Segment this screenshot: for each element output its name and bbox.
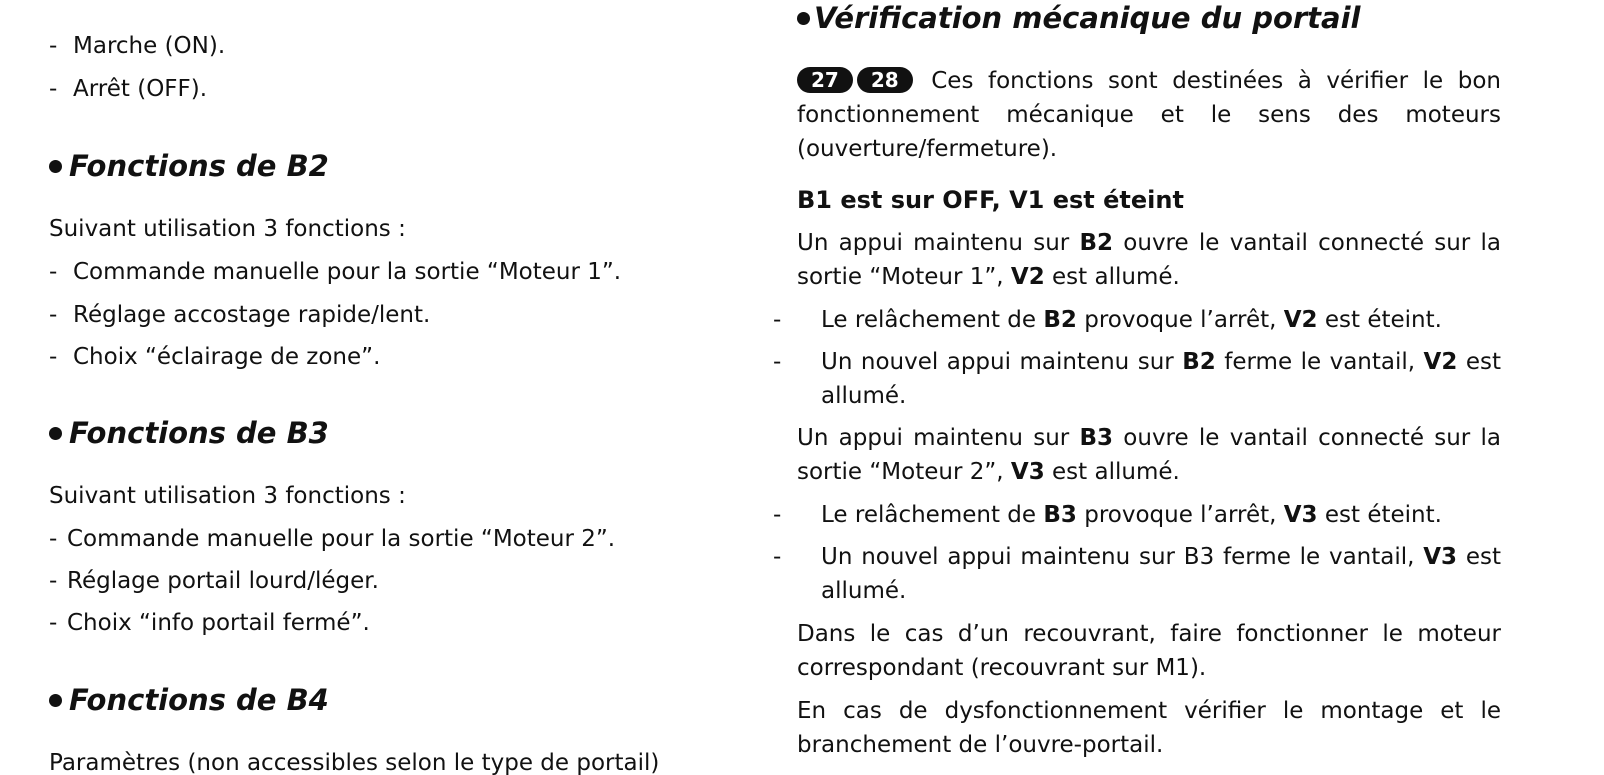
bullet-icon: [797, 12, 810, 25]
section-intro: Suivant utilisation 3 fonctions :: [49, 483, 406, 509]
list-item: - Commande manuelle pour la sortie “Moteur 2”.: [49, 526, 616, 552]
paragraph: En cas de dysfonctionnement vérifier le montage et le branchement de l’ouvre-portail.: [797, 698, 1501, 758]
section-heading-b2: Fonctions de B2: [49, 148, 329, 184]
section-heading-b3: Fonctions de B3: [49, 415, 329, 451]
section-intro: Suivant utilisation 3 fonctions :: [49, 216, 406, 242]
list-item: - Réglage portail lourd/léger.: [49, 568, 379, 594]
list-item: - Réglage accostage rapide/lent.: [49, 302, 431, 328]
list-item: - Choix “éclairage de zone”.: [49, 344, 381, 370]
figure-badge: 27: [797, 67, 853, 93]
list-item: - Arrêt (OFF).: [49, 76, 208, 102]
list-item: - Un nouvel appui maintenu sur B2 ferme le vantail, V2 est allumé.: [773, 349, 1501, 409]
list-item: - Choix “info portail fermé”.: [49, 610, 370, 636]
list-item: - Le relâchement de B3 provoque l’arrêt, V3 est éteint.: [773, 502, 1442, 528]
section-heading-b4: Fonctions de B4: [49, 682, 329, 718]
paragraph: Dans le cas d’un recouvrant, faire fonctionner le moteur correspondant (recouvrant sur M1).: [797, 621, 1501, 681]
paragraph: Un appui maintenu sur B2 ouvre le vantail connecté sur la sortie “Moteur 1”, V2 est allumé.: [797, 230, 1501, 290]
paragraph: Un appui maintenu sur B3 ouvre le vantail connecté sur la sortie “Moteur 2”, V3 est allumé.: [797, 425, 1501, 485]
list-item: - Marche (ON).: [49, 33, 226, 59]
bullet-icon: [49, 160, 62, 173]
section-heading-verification: Vérification mécanique du portail: [797, 0, 1361, 36]
list-item: - Le relâchement de B2 provoque l’arrêt, V2 est éteint.: [773, 307, 1442, 333]
bullet-icon: [49, 694, 62, 707]
list-item: - Un nouvel appui maintenu sur B3 ferme le vantail, V3 est allumé.: [773, 544, 1502, 604]
list-item: - Commande manuelle pour la sortie “Moteur 1”.: [49, 259, 622, 285]
subheading: B1 est sur OFF, V1 est éteint: [797, 186, 1184, 214]
figure-badge: 28: [857, 67, 913, 93]
cut-off-text: Paramètres (non accessibles selon le type de portail): [49, 750, 660, 775]
bullet-icon: [49, 427, 62, 440]
intro-paragraph: 27 28 Ces fonctions sont destinées à vérifier le bon fonctionnement mécanique et le sens des moteurs (ouverture/fermeture).: [797, 67, 1501, 162]
